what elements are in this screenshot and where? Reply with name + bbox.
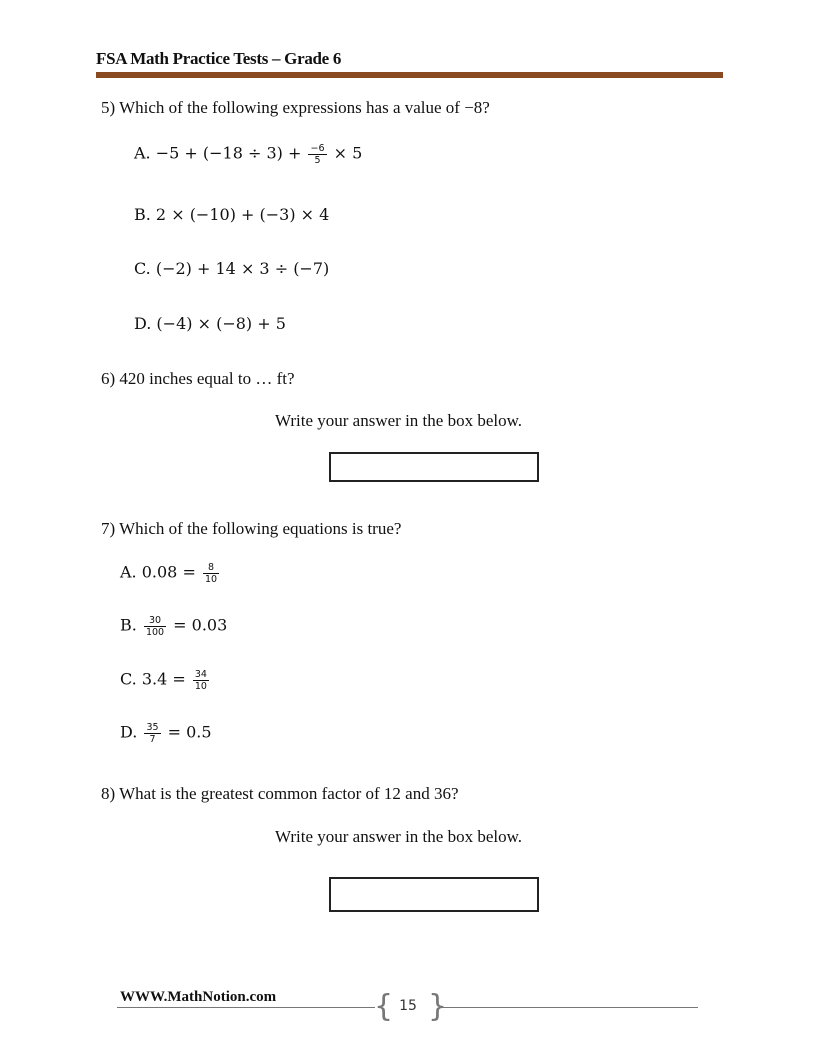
question-5-option-d[interactable] [134,314,286,334]
question-7-option-b[interactable] [120,615,227,638]
fraction-denominator: 7 [149,734,156,745]
option-c-fraction [193,669,209,692]
footer-divider-right [440,1007,698,1008]
question-8-answer-box[interactable] [329,877,539,912]
page-number-bracket-close: } [428,989,448,1024]
fraction-numerator: 8 [203,562,219,574]
question-7-option-a[interactable] [120,562,221,585]
question-6-instruction: Write your answer in the box below. [275,411,523,430]
question-5-stem: 5) Which of the following expressions has a value of −8? [101,98,490,117]
option-a-prefix: A. −5 + (−18 ÷ 3) + [134,143,307,163]
option-a-prefix: A. 0.08 = [120,562,201,582]
option-c-prefix: C. 3.4 = [120,669,191,689]
option-c-text: C. (−2) + 14 × 3 ÷ (−7) [134,259,330,278]
fraction-denominator: 10 [204,574,218,585]
question-6-stem: 6) 420 inches equal to … ft? [101,369,295,388]
footer-divider-left [117,1007,375,1008]
question-8-stem: 8) What is the greatest common factor of 12 and 36? [101,784,459,803]
question-8-instruction: Write your answer in the box below. [275,827,523,846]
option-b-fraction [144,615,166,638]
question-5-option-b[interactable] [134,205,329,225]
page-number: 15 [399,998,417,1014]
option-b-prefix: B. [120,615,142,635]
option-b-text: B. 2 × (−10) + (−3) × 4 [134,205,330,224]
option-a-fraction [203,562,219,585]
page-header-title: FSA Math Practice Tests – Grade 6 [96,49,342,68]
option-d-fraction [144,722,160,745]
fraction-numerator: −6 [310,143,325,154]
footer-website: WWW.MathNotion.com [120,989,277,1005]
fraction-denominator: 10 [194,681,207,692]
fraction-denominator: 5 [314,155,321,166]
question-7-stem: 7) Which of the following equations is true? [101,519,402,538]
question-6-answer-box[interactable] [329,452,539,482]
question-5-option-a[interactable] [134,143,362,166]
fraction-denominator: 100 [145,627,165,638]
page-number-bracket-open: { [374,989,394,1024]
option-d-prefix: D. [120,722,143,742]
fraction-numerator: 30 [144,615,166,627]
option-d-text: D. (−4) × (−8) + 5 [134,314,286,333]
option-a-suffix: × 5 [328,143,363,163]
fraction-numerator: 34 [194,669,207,680]
fraction-numerator: 35 [146,722,159,733]
option-b-suffix: = 0.03 [168,615,228,635]
header-divider [96,72,723,78]
question-7-option-d[interactable] [120,722,212,745]
question-7-option-c[interactable] [120,669,211,692]
option-a-fraction [308,143,326,166]
question-5-option-c[interactable] [134,259,329,279]
option-d-suffix: = 0.5 [162,722,212,742]
